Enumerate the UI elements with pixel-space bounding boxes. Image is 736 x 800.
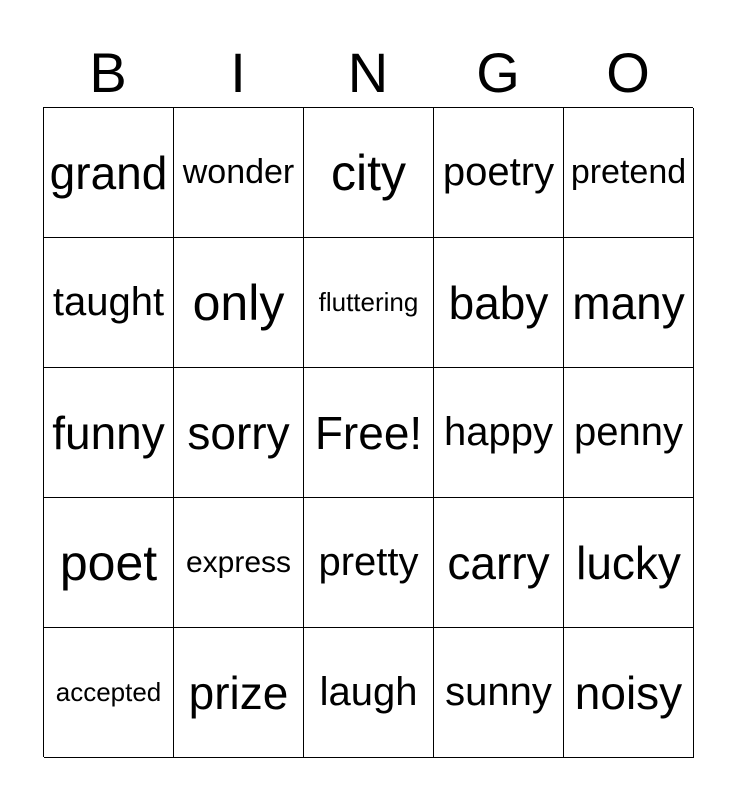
bingo-board xyxy=(43,107,693,757)
cell-word: express xyxy=(185,545,292,579)
bingo-cell[interactable] xyxy=(564,108,694,238)
cell-word: fluttering xyxy=(318,287,419,317)
cell-word: prize xyxy=(188,666,289,719)
cell-word: funny xyxy=(52,406,165,459)
bingo-cell[interactable] xyxy=(564,368,694,498)
bingo-cell[interactable] xyxy=(44,628,174,758)
free-space-cell[interactable] xyxy=(304,368,434,498)
bingo-cell[interactable] xyxy=(44,368,174,498)
bingo-cell[interactable] xyxy=(174,108,304,238)
bingo-cell[interactable] xyxy=(434,108,564,238)
header-letter-g: G xyxy=(476,41,520,104)
bingo-cell[interactable] xyxy=(44,498,174,628)
cell-word: sorry xyxy=(187,406,290,459)
cell-word: many xyxy=(572,276,685,329)
cell-word: baby xyxy=(448,276,549,329)
bingo-cell[interactable] xyxy=(564,498,694,628)
cell-word: happy xyxy=(444,410,553,454)
bingo-cell[interactable] xyxy=(174,498,304,628)
cell-word: penny xyxy=(574,410,683,454)
bingo-cell[interactable] xyxy=(174,238,304,368)
cell-word: only xyxy=(192,274,285,331)
cell-word: pretend xyxy=(570,153,687,191)
cell-word: taught xyxy=(52,280,165,324)
bingo-cell[interactable] xyxy=(434,368,564,498)
cell-word: poetry xyxy=(442,150,555,194)
cell-word: wonder xyxy=(182,153,295,191)
header-letter-b: B xyxy=(89,41,127,104)
bingo-cell[interactable] xyxy=(434,498,564,628)
bingo-cell[interactable] xyxy=(174,628,304,758)
header-letter-o: O xyxy=(606,41,650,104)
bingo-cell[interactable] xyxy=(174,368,304,498)
cell-word: carry xyxy=(447,536,550,589)
cell-word: noisy xyxy=(574,666,683,719)
bingo-cell[interactable] xyxy=(44,108,174,238)
bingo-cell[interactable] xyxy=(434,238,564,368)
cell-word: pretty xyxy=(318,540,419,584)
bingo-cell[interactable] xyxy=(564,628,694,758)
cell-word: poet xyxy=(59,534,158,591)
bingo-cell[interactable] xyxy=(44,238,174,368)
cell-word: grand xyxy=(49,146,168,199)
header-letter-i: I xyxy=(230,41,246,104)
cell-word: accepted xyxy=(55,677,162,707)
header-letter-n: N xyxy=(347,41,389,104)
cell-word: city xyxy=(331,144,406,201)
cell-word: lucky xyxy=(576,536,681,589)
free-space-label: Free! xyxy=(314,406,423,459)
bingo-cell[interactable] xyxy=(304,108,434,238)
bingo-cell[interactable] xyxy=(304,238,434,368)
cell-word: sunny xyxy=(445,670,552,714)
bingo-cell[interactable] xyxy=(304,628,434,758)
bingo-cell[interactable] xyxy=(434,628,564,758)
bingo-header xyxy=(43,40,693,106)
cell-word: laugh xyxy=(319,670,418,714)
bingo-cell[interactable] xyxy=(564,238,694,368)
bingo-cell[interactable] xyxy=(304,498,434,628)
